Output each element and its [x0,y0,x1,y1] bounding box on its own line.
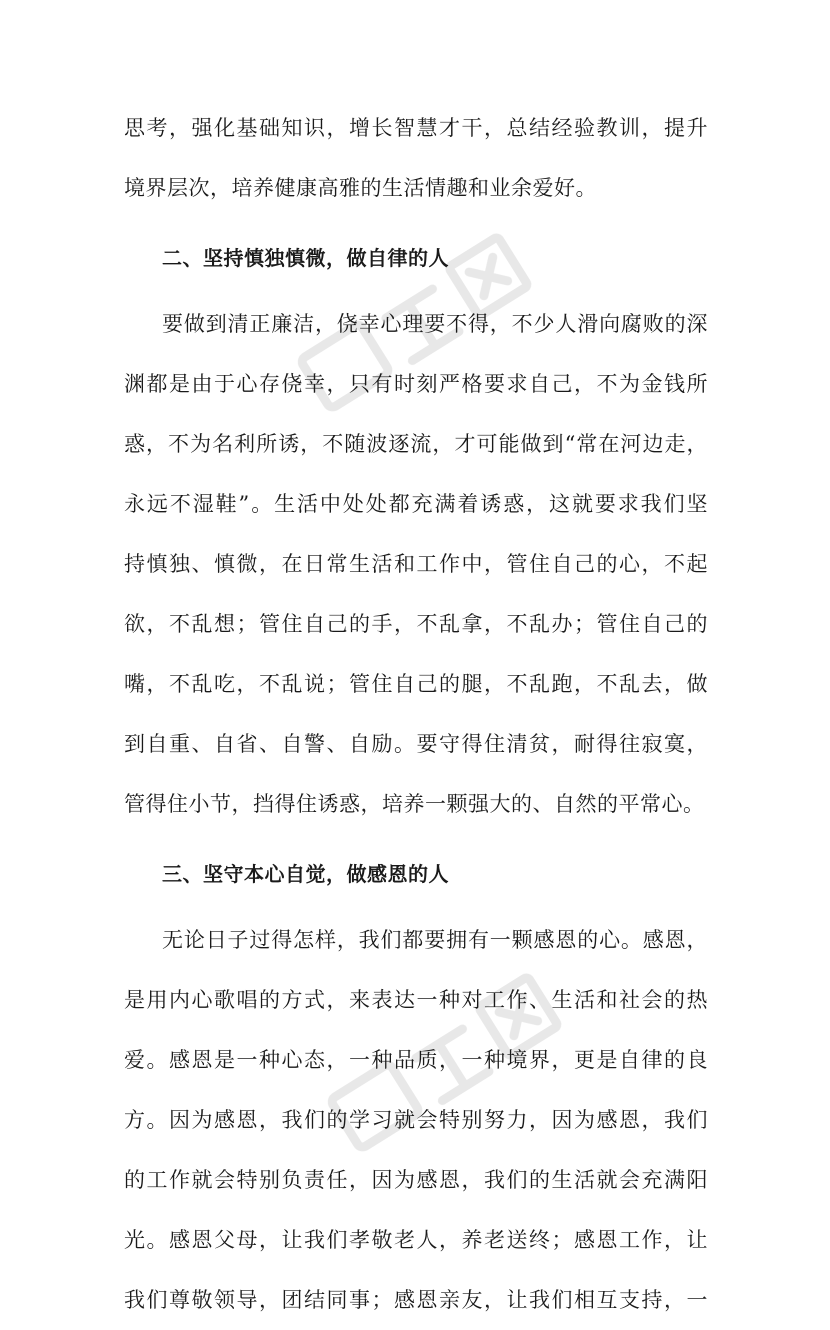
paragraph-line: 境界层次，培养健康高雅的生活情趣和业余爱好。 [124,176,597,200]
paragraph-line: 的工作就会特别负责任，因为感恩，我们的生活就会充满阳 [124,1168,708,1192]
paragraph-line: 无论日子过得怎样，我们都要拥有一颗感恩的心。感恩， [162,928,708,952]
section-two-paragraph [124,294,708,834]
paragraph-line: 我们尊敬领导，团结同事；感恩亲友，让我们相互支持，一 [124,1288,708,1312]
paragraph-line: 欲，不乱想；管住自己的手，不乱拿，不乱办；管住自己的 [124,612,708,636]
paragraph-line: 到自重、自省、自警、自励。要守得住清贫，耐得往寂寞， [124,732,708,756]
paragraph-line: 要做到清正廉洁，侥幸心理要不得，不少人滑向腐败的深 [162,312,708,336]
paragraph-line: 渊都是由于心存侥幸，只有时刻严格要求自己，不为金钱所 [124,372,708,396]
document-body [124,98,708,1330]
paragraph-line: 光。感恩父母，让我们孝敬老人，养老送终；感恩工作，让 [124,1228,708,1252]
section-three-paragraph [124,910,708,1330]
paragraph-line: 永远不湿鞋”。生活中处处都充满着诱惑，这就要求我们坚 [124,492,708,516]
paragraph-line: 是用内心歌唱的方式，来表达一种对工作、生活和社会的热 [124,988,708,1012]
paragraph-line: 爱。感恩是一种心态，一种品质，一种境界，更是自律的良 [124,1048,708,1072]
paragraph-line: 管得住小节，挡得住诱惑，培养一颗强大的、自然的平常心。 [124,792,705,816]
paragraph-line: 方。因为感恩，我们的学习就会特别努力，因为感恩，我们 [124,1108,708,1132]
paragraph-line: 惑，不为名利所诱，不随波逐流，才可能做到“常在河边走， [124,432,708,456]
section-three-heading: 三、坚守本心自觉，做感恩的人 [162,862,449,886]
paragraph-line: 持慎独、慎微，在日常生活和工作中，管住自己的心，不起 [124,552,708,576]
paragraph-line: 思考，强化基础知识，增长智慧才干，总结经验教训，提升 [124,116,708,140]
paragraph-line: 嘴，不乱吃，不乱说；管住自己的腿，不乱跑，不乱去，做 [124,672,708,696]
section-two-heading: 二、坚持慎独慎微，做自律的人 [162,246,449,270]
intro-paragraph [124,98,708,218]
